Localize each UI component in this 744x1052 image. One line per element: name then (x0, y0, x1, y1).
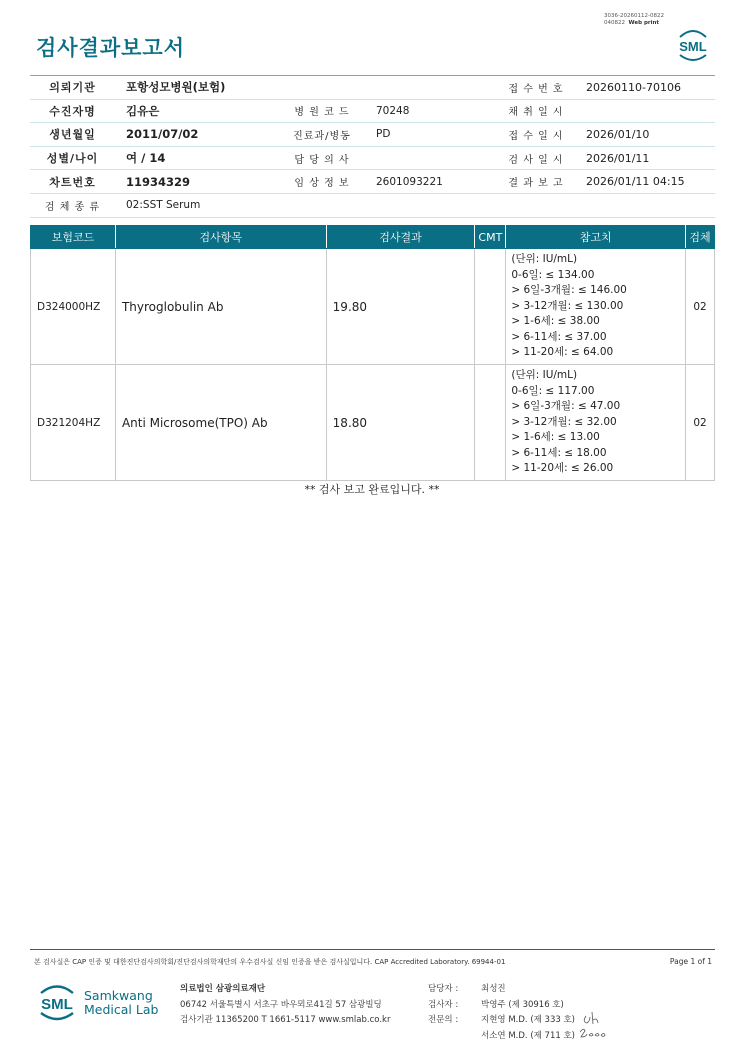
sml-logo-icon (674, 27, 712, 63)
ref-line: > 1-6세: ≤ 13.00 (511, 431, 600, 444)
footer-divider (30, 949, 715, 950)
web-print-label: Web print (628, 20, 660, 26)
table-row (31, 365, 715, 481)
info-row (30, 147, 715, 171)
org-contact: 검사기관 11365200 T 1661-5117 www.smlab.co.kr (180, 1015, 391, 1026)
report-complete-text: ** 검사 보고 완료입니다. ** (304, 483, 440, 496)
info-label: 병 원 코 드 (294, 107, 350, 119)
ref-line: > 6일-3개월: ≤ 47.00 (511, 400, 621, 413)
info-label: 접 수 일 시 (508, 130, 564, 142)
test-result: 18.80 (326, 365, 475, 481)
col-header: 검체 (686, 226, 715, 249)
staff-role (428, 1029, 481, 1045)
ref-line: 0-6일: ≤ 117.00 (511, 384, 595, 397)
print-code (604, 13, 664, 27)
info-row (30, 76, 715, 100)
col-header: CMT (475, 226, 506, 249)
info-label: 수진자명 (49, 104, 96, 118)
ref-line: > 3-12개월: ≤ 130.00 (511, 299, 624, 312)
info-label: 성별/나이 (46, 152, 99, 166)
staff-role: 담당자 : (428, 984, 459, 994)
ref-line: > 11-20세: ≤ 64.00 (511, 346, 614, 359)
col-header: 검사결과 (326, 226, 475, 249)
info-row (30, 100, 715, 124)
info-value: 2026/01/10 (586, 127, 650, 141)
info-label: 검 사 일 시 (508, 154, 564, 166)
info-value: 2026/01/11 04:15 (586, 175, 685, 189)
specimen-value: 02:SST Serum (126, 199, 201, 212)
brand-name (84, 989, 158, 1017)
info-value: 11934329 (126, 174, 191, 189)
test-item: Thyroglobulin Ab (115, 249, 326, 365)
info-value: 포항성모병원(보험) (126, 80, 226, 95)
info-label: 차트번호 (49, 175, 96, 189)
sml-footer-logo-text: SML (41, 996, 73, 1013)
reference-range (506, 365, 686, 481)
staff-name: 박영주 (제 30916 호) (481, 999, 564, 1010)
info-row (30, 123, 715, 147)
insurance-code: D324000HZ (31, 249, 116, 365)
info-value: 2026/01/11 (586, 151, 650, 165)
info-row (30, 194, 715, 218)
ref-line: 0-6일: ≤ 134.00 (511, 268, 595, 281)
test-result: 19.80 (326, 249, 475, 365)
cmt-cell (475, 365, 506, 481)
sml-footer-logo-icon (36, 982, 78, 1022)
ref-line: > 3-12개월: ≤ 32.00 (511, 415, 617, 428)
info-label: 의뢰기관 (49, 81, 96, 95)
col-header: 보험코드 (31, 226, 116, 249)
staff-name: 지현영 M.D. (제 333 호) (481, 1015, 576, 1026)
info-row (30, 170, 715, 194)
staff-role: 검사자 : (428, 999, 459, 1010)
info-label: 채 취 일 시 (508, 107, 564, 119)
staff-name: 최성진 (481, 984, 506, 994)
organization-info (180, 982, 390, 1029)
print-code-line1: 3036-20260112-0822 (604, 13, 664, 19)
org-name: 의료법인 삼광의료재단 (180, 984, 266, 994)
test-item: Anti Microsome(TPO) Ab (115, 365, 326, 481)
table-row (31, 249, 715, 365)
sml-logo-text: SML (679, 39, 707, 54)
col-header: 참고치 (506, 226, 686, 249)
print-code-line2: 040822 (604, 20, 625, 26)
org-address: 06742 서울특별시 서초구 바우뫼로41길 57 삼광빌딩 (180, 999, 382, 1010)
staff-role: 전문의 : (428, 1015, 459, 1026)
report-title: 검사결과보고서 (36, 36, 186, 60)
staff-name: 서소연 M.D. (제 711 호) (481, 1030, 576, 1041)
accreditation-note: 본 검사실은 CAP 인증 및 대한진단검사의학회/진단검사의학재단의 우수검사실 신임 인증을 받은 검사실입니다. CAP Accredited Laboratory. 69944-01 (34, 958, 506, 966)
info-value: 2601093221 (376, 175, 443, 188)
brand-line: Samkwang (84, 988, 153, 1003)
result-header-row (31, 226, 715, 249)
ref-line: (단위: IU/mL) (511, 252, 578, 265)
ref-line: > 6일-3개월: ≤ 146.00 (511, 284, 627, 297)
specimen-code: 02 (686, 249, 715, 365)
page-number: Page 1 of 1 (669, 957, 712, 966)
info-label: 생년월일 (49, 128, 96, 142)
col-header: 검사항목 (115, 226, 326, 249)
ref-line: > 1-6세: ≤ 38.00 (511, 315, 600, 328)
info-label: 접 수 번 호 (508, 83, 564, 95)
insurance-code: D321204HZ (31, 365, 116, 481)
info-value: 2011/07/02 (126, 127, 199, 142)
ref-line: (단위: IU/mL) (511, 368, 578, 381)
info-label: 담 당 의 사 (294, 154, 350, 166)
staff-info (428, 982, 575, 1044)
ref-line: > 11-20세: ≤ 26.00 (511, 462, 614, 475)
ref-line: > 6-11세: ≤ 18.00 (511, 446, 607, 459)
handwritten-signature (578, 1008, 608, 1040)
info-value: 20260110-70106 (586, 80, 681, 94)
specimen-label: 검 체 종 류 (44, 201, 101, 213)
info-value: 여 / 14 (126, 151, 166, 166)
info-label: 임 상 정 보 (294, 178, 350, 190)
patient-info-table (30, 75, 715, 218)
brand-line: Medical Lab (84, 1002, 159, 1017)
cmt-cell (475, 249, 506, 365)
reference-range (506, 249, 686, 365)
result-table (30, 225, 715, 481)
specimen-code: 02 (686, 365, 715, 481)
info-label: 진료과/병동 (293, 130, 351, 142)
info-label: 결 과 보 고 (508, 178, 564, 190)
info-value: 김유은 (126, 103, 160, 118)
info-value: PD (376, 128, 391, 141)
ref-line: > 6-11세: ≤ 37.00 (511, 330, 607, 343)
info-value: 70248 (376, 104, 410, 117)
